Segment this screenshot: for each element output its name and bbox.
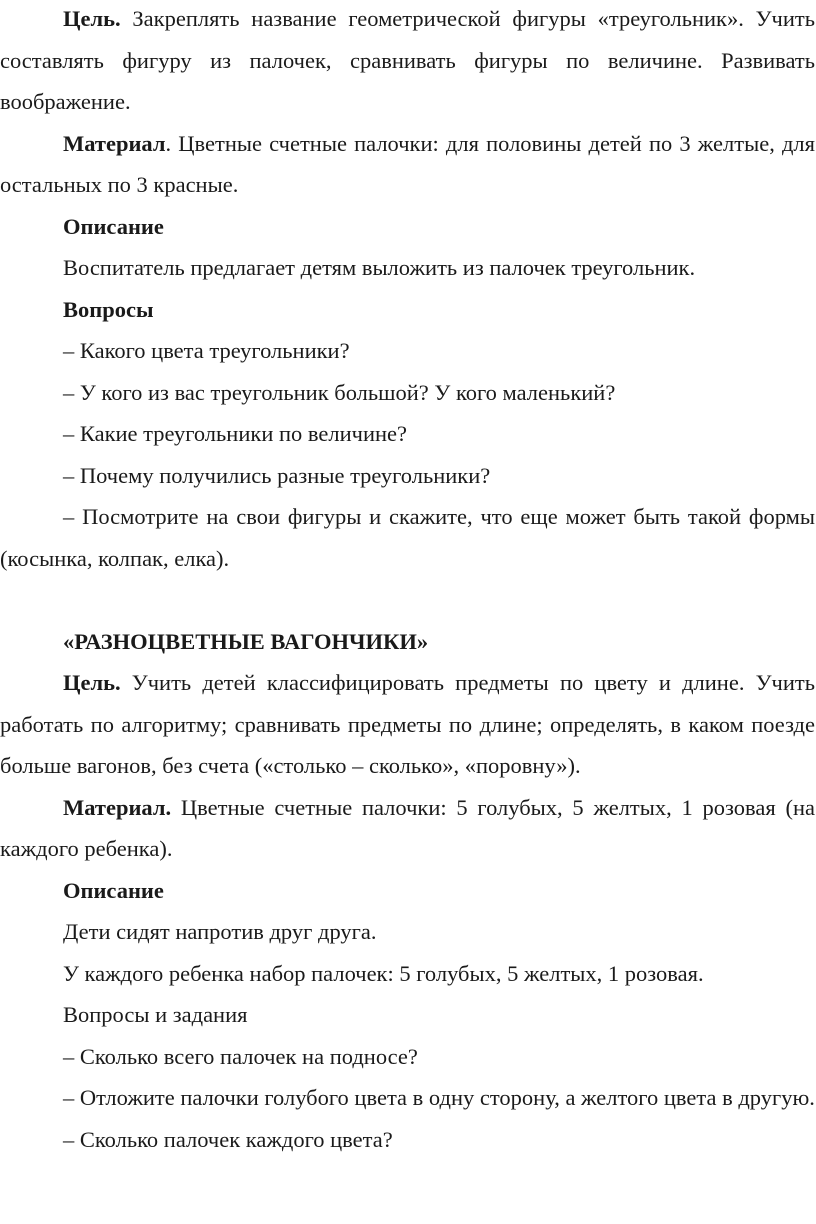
goal-text-2: Учить детей классифицировать предметы по цвету и длине. Учить работать по алгоритму; сравнивать предметы по длине; определять, в каком поезде больше вагонов, без счета («столько – сколько», «поровну»).	[0, 670, 815, 778]
goal-paragraph-2	[0, 662, 815, 787]
section-gap	[0, 579, 815, 621]
question-item: – Посмотрите на свои фигуры и скажите, что еще может быть такой формы (косынка, колпак, елка).	[0, 504, 815, 571]
question-item: – Какие треугольники по величине?	[63, 421, 408, 446]
material-paragraph-2	[0, 787, 815, 870]
task-item: – Сколько всего палочек на подносе?	[63, 1043, 418, 1069]
material-label: Материал	[63, 130, 166, 156]
goal-text: Закреплять название геометрической фигуры «треугольник». Учить составлять фигуру из палочек, сравнивать фигуры по величине. Развивать воображение.	[0, 6, 815, 114]
question-item: – У кого из вас треугольник большой? У кого маленький?	[63, 379, 616, 405]
goal-label: Цель.	[63, 6, 121, 31]
description-heading: Описание	[63, 213, 164, 239]
question-item: – Какого цвета треугольники?	[63, 338, 350, 363]
description-line: У каждого ребенка набор палочек: 5 голубых, 5 желтых, 1 розовая.	[63, 960, 704, 986]
tasks-heading: Вопросы и задания	[63, 1002, 248, 1027]
material-text-2: Цветные счетные палочки: 5 голубых, 5 желтых, 1 розовая (на каждого ребенка).	[0, 794, 815, 861]
description-line: Дети сидят напротив друг друга.	[63, 919, 377, 944]
description-text: Воспитатель предлагает детям выложить из палочек треугольник.	[63, 255, 696, 280]
task-item: – Отложите палочки голубого цвета в одну сторону, а желтого цвета в другую.	[63, 1085, 815, 1110]
section-title: «РАЗНОЦВЕТНЫЕ ВАГОНЧИКИ»	[63, 628, 429, 654]
material-text: . Цветные счетные палочки: для половины детей по 3 желтые, для остальных по 3 красные.	[0, 130, 815, 197]
questions-heading: Вопросы	[63, 296, 154, 322]
goal-label-2: Цель.	[63, 670, 121, 695]
material-paragraph	[0, 123, 815, 206]
description-heading-2: Описание	[63, 877, 164, 903]
material-label-2: Материал.	[63, 794, 172, 820]
question-item: – Почему получились разные треугольники?	[63, 462, 491, 488]
goal-paragraph	[0, 0, 815, 123]
task-item: – Сколько палочек каждого цвета?	[63, 1126, 393, 1152]
